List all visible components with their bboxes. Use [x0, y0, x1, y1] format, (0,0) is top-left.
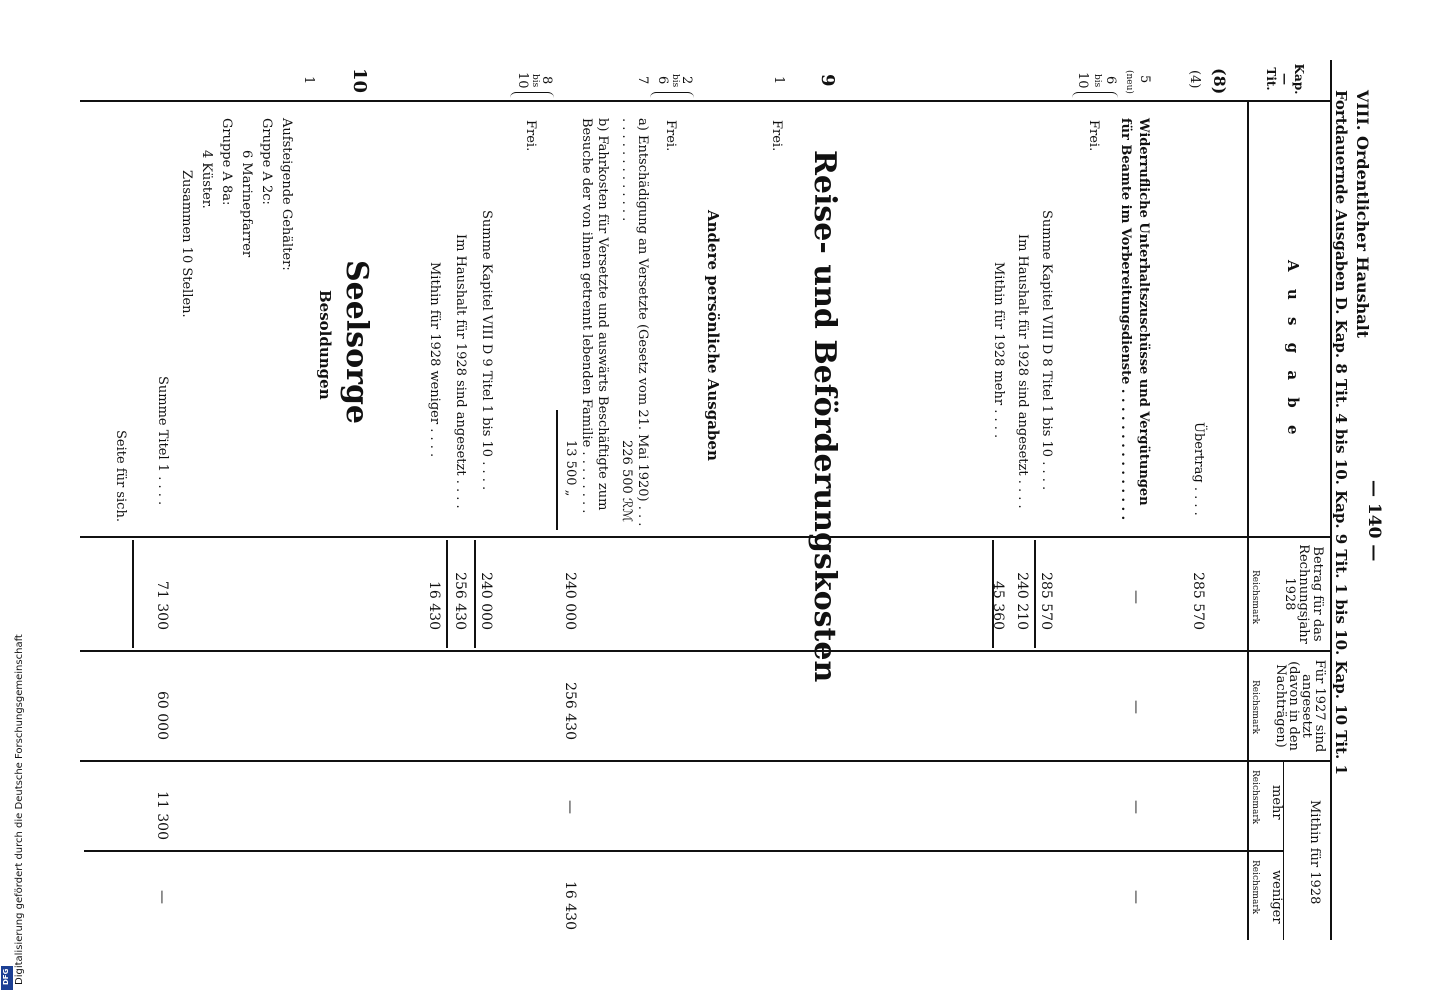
summe-8-rule	[1035, 540, 1037, 648]
kuester-text: 4 Küster.	[199, 150, 214, 209]
widerruf-prev-dash: —	[1128, 700, 1144, 714]
uebertrag-value: 285 570	[1190, 572, 1206, 630]
kap-10-label: 10	[349, 68, 370, 94]
kap-9-title: Reise- und Beförderungskosten	[807, 150, 842, 683]
item-a-value: 226 500 ℛℳ	[619, 440, 634, 523]
col-rule-5	[84, 850, 1284, 852]
tit-7-label: 7	[635, 76, 650, 85]
summe-9-rule	[475, 540, 477, 648]
tit-10-label-b: 10	[515, 72, 530, 89]
tit-6-label: 6	[1103, 76, 1118, 85]
mithin-8-value: 45 360	[990, 581, 1006, 630]
tit-4-label: (4)	[1187, 70, 1202, 89]
summe-titel-1-mehr: 11 300	[154, 791, 170, 840]
haushalt-9-value: 256 430	[452, 572, 468, 630]
bis-label-3: bis	[530, 74, 540, 88]
col-rule-4	[80, 760, 1330, 762]
item-b-text: b) Fahrkosten für Versetzte und auswärts Beschäftigte zum Besuche der von ihnen getrennt lebenden Familie . . . . . . . .	[579, 118, 610, 514]
frei-text-1: Frei.	[1086, 120, 1101, 152]
item-a-text: a) Entschädigung an Versetzte (Gesetz vom 21. Mai 1920) . . . . . . . . . . . . . . . .	[619, 118, 650, 527]
dfg-logo-icon	[1, 966, 13, 990]
andere-heading: Andere persönliche Ausgaben	[704, 210, 722, 461]
header-betrag: Betrag für das Rechnungsjahr 1928	[1282, 544, 1325, 644]
gruppe-a2c-text: Gruppe A 2c:	[259, 118, 274, 205]
summe-titel-1-prev: 60 000	[154, 691, 170, 740]
header-bottom-rule	[1247, 100, 1249, 940]
bis-label-2: bis	[670, 74, 680, 88]
header-prev-unit: Reichsmark	[1250, 680, 1260, 735]
brace-2-6	[650, 92, 694, 99]
tit-7-prev-value: 256 430	[562, 682, 578, 740]
col-rule-2	[80, 536, 1330, 538]
kap-9-label: 9	[817, 74, 838, 87]
summe-titel-1-rule	[133, 540, 135, 648]
widerruf-betrag-dash: —	[1128, 590, 1144, 604]
brace-8-10	[510, 92, 554, 99]
header-kap-tit: Kap. — Tit.	[1264, 63, 1306, 95]
zusammen-text: Zusammen 10 Stellen.	[179, 170, 194, 318]
frei-text-4: Frei.	[523, 120, 538, 152]
header-mithin: Mithin für 1928	[1307, 800, 1322, 905]
tit-7-weniger-value: 16 430	[562, 881, 578, 930]
footer-credit: Digitalisierung gefördert durch die Deutsche Forschungsgemeinschaft	[14, 634, 25, 985]
brace-6-10	[1072, 92, 1118, 99]
summe-8-value: 285 570	[1038, 572, 1054, 630]
item-b-rule	[557, 410, 559, 530]
item-b-value: 13 500 „	[563, 440, 578, 497]
tit-7-mehr-dash: —	[562, 800, 578, 814]
haushalt-8-label: Im Haushalt für 1928 sind angesetzt . . . .	[1015, 234, 1030, 509]
summe-9-value: 240 000	[478, 572, 494, 630]
table-top-rule	[1330, 60, 1332, 940]
page-number: — 140 —	[1364, 480, 1384, 562]
col-rule-3	[80, 650, 1330, 652]
summe-9-label: Summe Kapitel VIII D 9 Titel 1 bis 10 . . . .	[479, 210, 494, 491]
marinepfarrer-text: 6 Marinepfarrer	[239, 150, 254, 258]
tit-5-new-tag: (neu)	[1124, 70, 1134, 94]
frei-text-3: Frei.	[663, 120, 678, 152]
header-prev-year: Für 1927 sind angesetzt (davon in den Nachträgen)	[1273, 659, 1327, 753]
col-rule-1	[80, 100, 1330, 102]
kap-8-label: (8)	[1210, 68, 1229, 95]
haushalt-8-value: 240 210	[1014, 572, 1030, 630]
besoldungen-heading: Besoldungen	[316, 290, 334, 400]
header-mehr-unit: Reichsmark	[1250, 770, 1260, 825]
section-title: VIII. Ordentlicher Haushalt	[1353, 90, 1372, 339]
haushalt-9-label: Im Haushalt für 1928 sind angesetzt . . . .	[453, 234, 468, 509]
header-ausgabe: A u s g a b e	[1284, 260, 1302, 441]
tit-8-label: 8	[539, 76, 554, 85]
tit-7-value: 240 000	[562, 572, 578, 630]
header-betrag-unit: Reichsmark	[1250, 570, 1260, 625]
bis-label-1: bis	[1092, 74, 1102, 88]
tit-5-label: 5	[1137, 75, 1152, 84]
tit-2-label: 2	[679, 76, 694, 85]
aufsteigend-text: Aufsteigende Gehälter:	[279, 118, 294, 271]
widerruf-weniger-dash: —	[1128, 890, 1144, 904]
widerruf-text: Widerrufliche Unterhaltszuschüsse und Vergütungen für Beamte im Vorbereitungsdienste . . . . . . . . . . . . . . .	[1118, 118, 1151, 521]
summe-titel-1-value: 71 300	[154, 581, 170, 630]
header-mehr: mehr	[1269, 785, 1284, 820]
kap-10-title: Seelsorge	[339, 260, 374, 425]
tit-1-label-b: 1	[301, 76, 316, 85]
tit-6-label-b: 6	[655, 76, 670, 85]
tit-10-label-a: 10	[1075, 72, 1090, 89]
tit-1-label: 1	[771, 76, 786, 85]
page-subtitle: Fortdauernde Ausgaben D. Kap. 8 Tit. 4 bis 10. Kap. 9 Tit. 1 bis 10. Kap. 10 Tit. 1	[1332, 90, 1350, 775]
mithin-8-label: Mithin für 1928 mehr . . . .	[991, 262, 1006, 439]
mithin-9-value: 16 430	[426, 581, 442, 630]
seite-text: Seite für sich.	[113, 430, 128, 522]
summe-titel-1-weniger-dash: —	[154, 890, 170, 904]
dfg-logo-text: DFG	[2, 968, 10, 985]
widerruf-mehr-dash: —	[1128, 800, 1144, 814]
mithin-9-label: Mithin für 1928 weniger . . . .	[427, 262, 442, 458]
footer-credit-strip	[0, 600, 24, 1000]
summe-titel-1-label: Summe Titel 1 . . . .	[155, 376, 170, 506]
header-weniger: weniger	[1269, 870, 1284, 924]
gruppe-a8a-text: Gruppe A 8a:	[219, 118, 234, 206]
uebertrag-label: Übertrag . . . .	[1191, 422, 1206, 516]
haushalt-9-rule	[447, 540, 449, 648]
summe-8-label: Summe Kapitel VIII D 8 Titel 1 bis 10 . . . .	[1039, 210, 1054, 491]
frei-text-2: Frei.	[769, 120, 784, 152]
header-weniger-unit: Reichsmark	[1250, 860, 1260, 915]
